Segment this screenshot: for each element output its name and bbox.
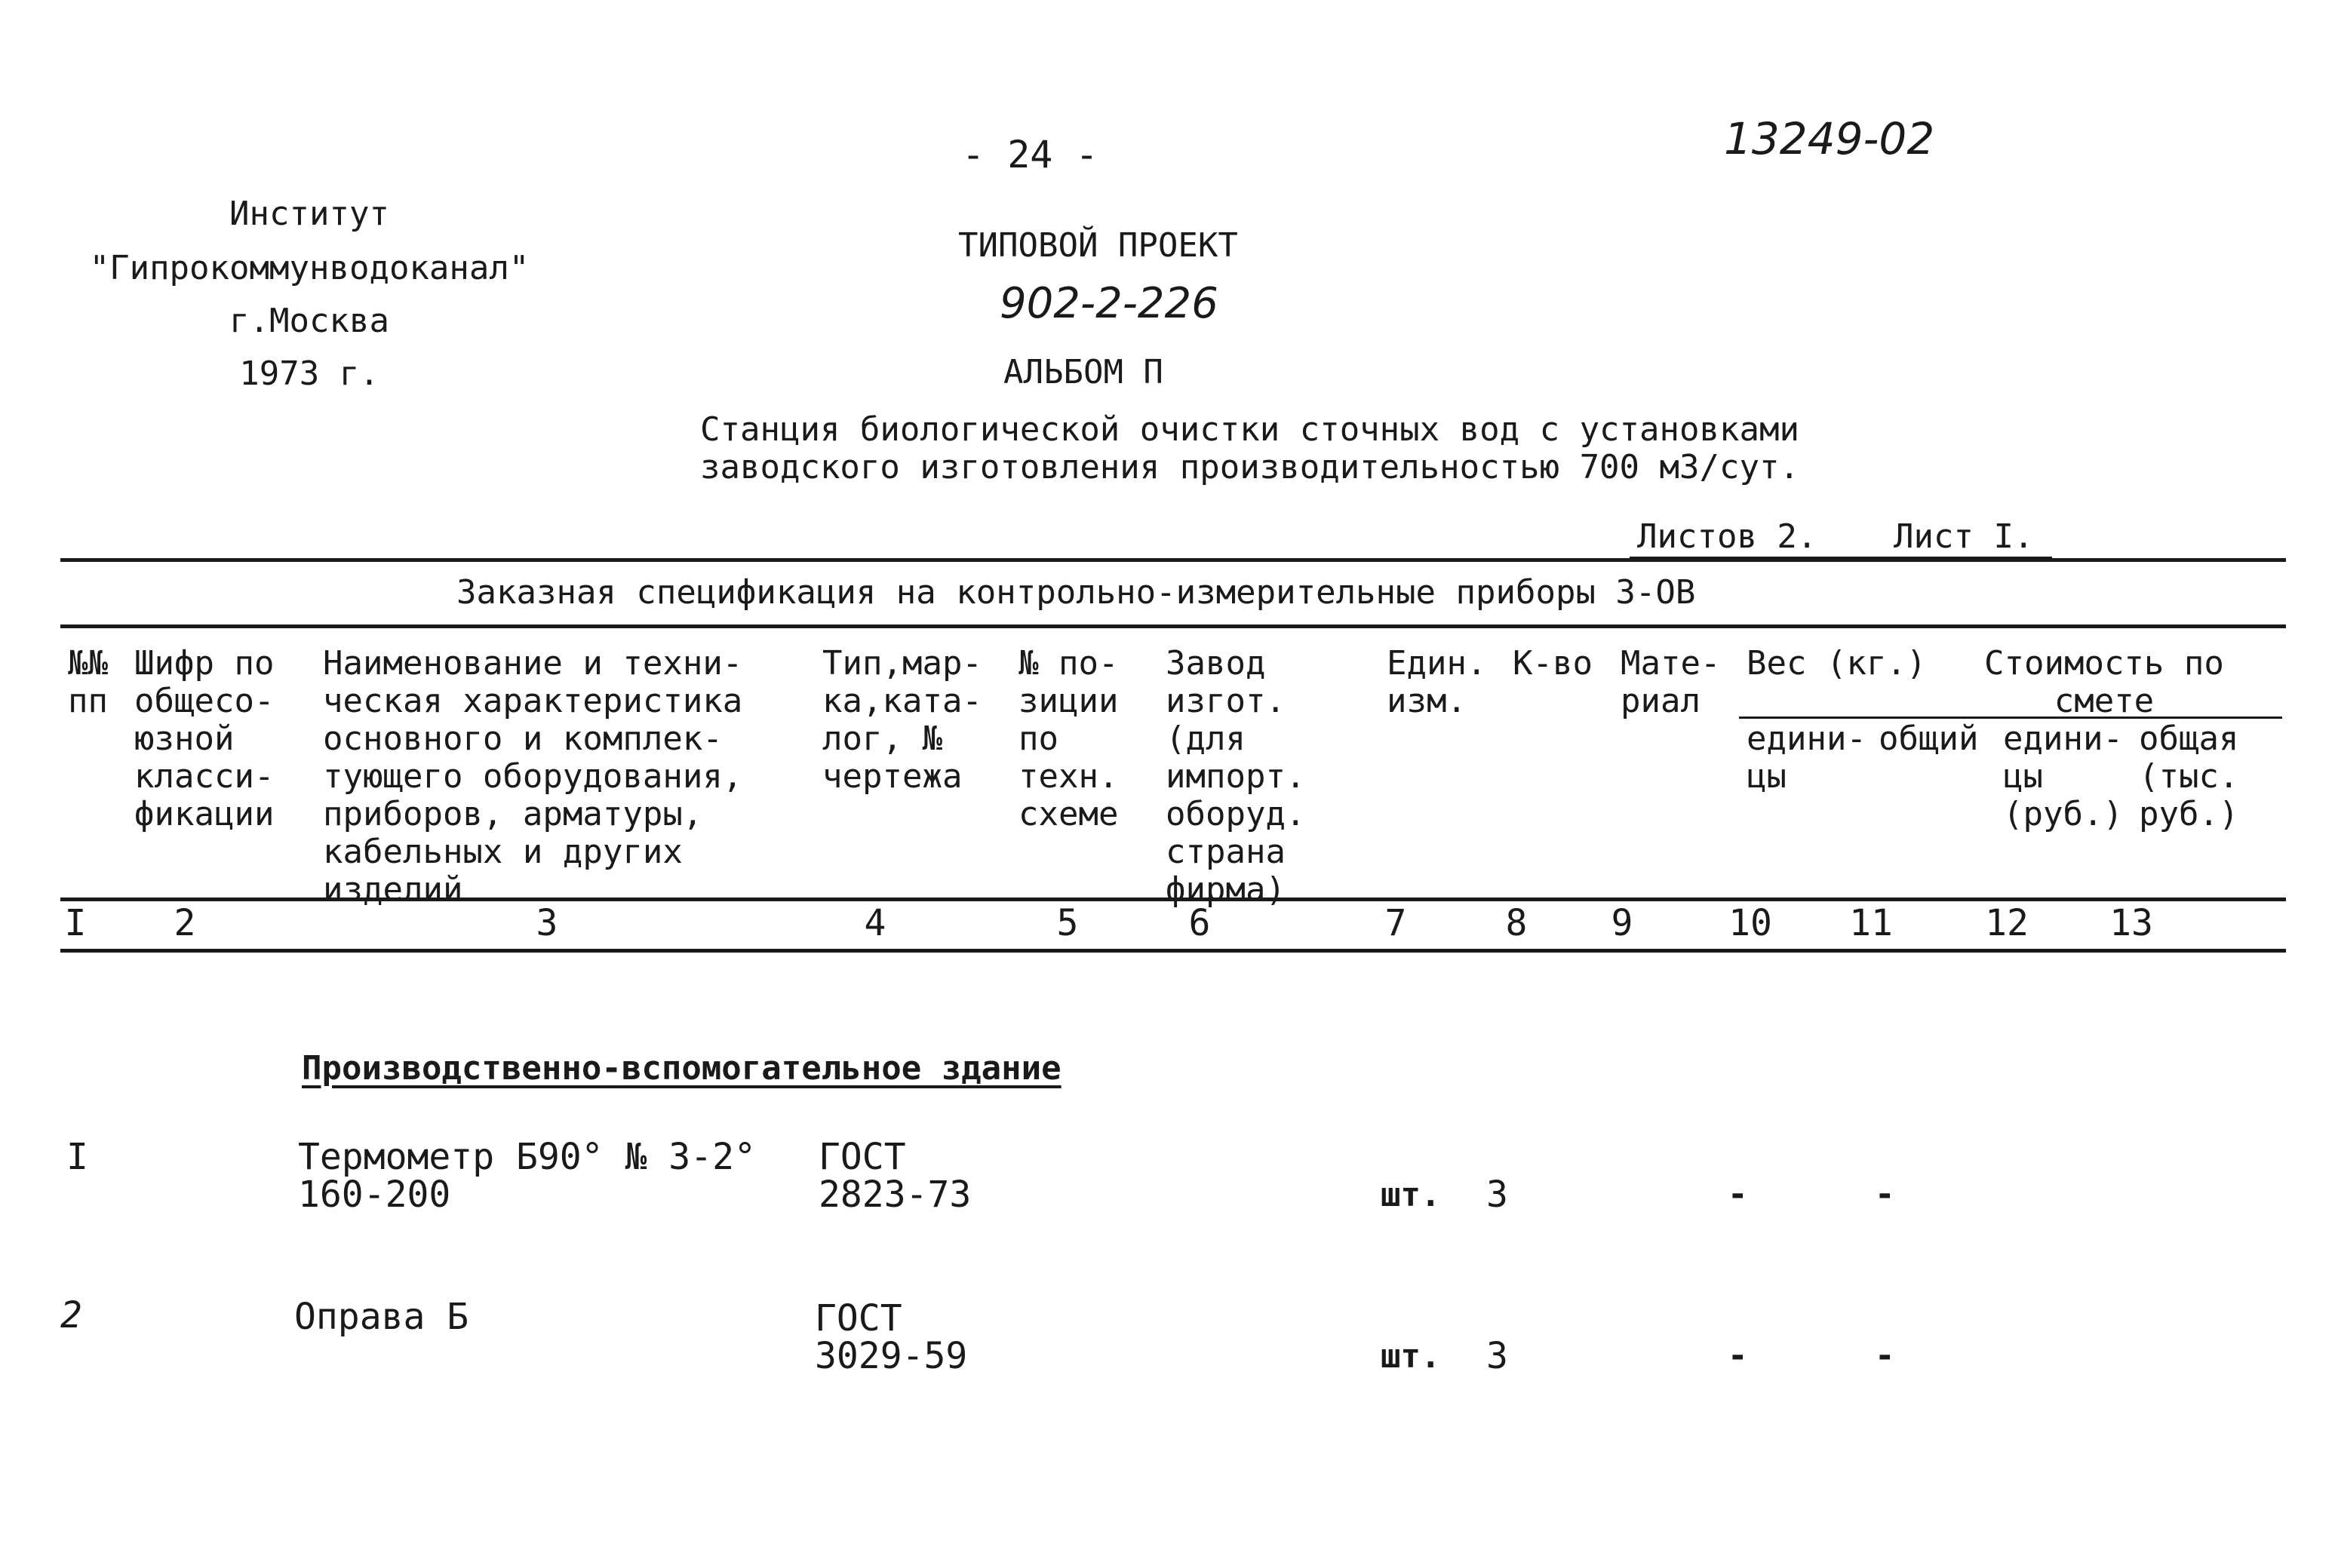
station-line-2: заводского изготовления производительностью 700 м3/сут. xyxy=(700,448,1799,486)
sheets-count: Листов 2. xyxy=(1637,517,1817,556)
col-number-9: 9 xyxy=(1611,902,1633,944)
col-header-type: Тип,мар- ка,ката- лог, № чертежа xyxy=(822,644,982,796)
col-number-1: I xyxy=(64,902,87,944)
row-2-number: 2 xyxy=(60,1294,82,1336)
col-header-no: №№ пп xyxy=(68,644,108,720)
col-header-weight-total: общий xyxy=(1879,720,1979,758)
project-number: 902-2-226 xyxy=(1000,279,1218,328)
institute-name: Институт xyxy=(229,195,389,233)
col-group-cost: Стоимость по смете xyxy=(1984,644,2224,720)
col-number-4: 4 xyxy=(864,902,886,944)
row-2-unit: шт. xyxy=(1381,1337,1441,1376)
col-number-7: 7 xyxy=(1384,902,1407,944)
col-number-13: 13 xyxy=(2109,902,2153,944)
col-header-weight-unit: едини- цы xyxy=(1747,720,1866,796)
col-header-material: Мате- риал xyxy=(1621,644,1721,720)
col-number-12: 12 xyxy=(1985,902,2029,944)
project-label: ТИПОВОЙ ПРОЕКТ xyxy=(958,226,1238,265)
page-number: - 24 - xyxy=(962,133,1098,176)
row-1-weight-unit: - xyxy=(1728,1175,1748,1214)
col-number-8: 8 xyxy=(1505,902,1528,944)
col-header-code: Шифр по общесо- юзной класси- фикации xyxy=(134,644,275,833)
col-header-unit: Един. изм. xyxy=(1387,644,1487,720)
table-title-rule xyxy=(60,624,2286,628)
row-1-qty: 3 xyxy=(1486,1174,1508,1216)
sheet-number: Лист I. xyxy=(1894,517,2034,556)
institute-city: г.Москва xyxy=(229,302,389,340)
col-header-name: Наименование и техни- ческая характеристика основного и комплек- тующего оборудования, приборов, арматуры, кабельных и других изделий xyxy=(323,644,743,909)
document-code: 13249-02 xyxy=(1724,113,1935,164)
row-1-name-line-2: 160-200 xyxy=(298,1174,451,1216)
station-line-1: Станция биологической очистки сточных вод с установками xyxy=(700,410,1799,449)
row-2-qty: 3 xyxy=(1486,1335,1508,1377)
row-1-type-line-1: ГОСТ xyxy=(819,1136,906,1178)
album-label: АЛЬБОМ П xyxy=(1003,353,1163,391)
col-header-cost-unit: едини- цы (руб.) xyxy=(2003,720,2123,833)
institute-org: "Гипрокоммунводоканал" xyxy=(89,249,530,287)
header-bottom-rule xyxy=(60,898,2286,901)
row-2-type-line-2: 3029-59 xyxy=(815,1335,968,1377)
col-number-3: 3 xyxy=(536,902,558,944)
row-1-name-line-1: Термометр Б90° № 3-2° xyxy=(298,1136,756,1178)
institute-year: 1973 г. xyxy=(239,354,379,393)
section-title: Производственно-вспомогательное здание xyxy=(302,1049,1062,1088)
row-1-type-line-2: 2823-73 xyxy=(819,1174,972,1216)
col-number-6: 6 xyxy=(1188,902,1211,944)
col-number-2: 2 xyxy=(174,902,196,944)
row-1-weight-total: - xyxy=(1875,1175,1895,1214)
row-1-unit: шт. xyxy=(1381,1176,1441,1214)
col-header-cost-total: общая (тыс. руб.) xyxy=(2139,720,2239,833)
col-header-qty: К-во xyxy=(1513,644,1593,683)
table-title: Заказная спецификация на контрольно-измерительные приборы 3-ОВ xyxy=(456,573,1696,612)
column-numbers-rule xyxy=(60,949,2286,953)
row-2-weight-unit: - xyxy=(1728,1336,1748,1375)
row-2-name-line-1: Оправа Б xyxy=(294,1296,469,1338)
row-1-number: I xyxy=(66,1136,88,1178)
col-group-weight: Вес (кг.) xyxy=(1747,644,1927,683)
row-2-weight-total: - xyxy=(1875,1336,1895,1375)
group-header-rule xyxy=(1739,716,2282,719)
col-header-position: № по- зиции по техн. схеме xyxy=(1018,644,1119,833)
table-top-rule xyxy=(60,558,2286,562)
col-number-10: 10 xyxy=(1728,902,1772,944)
col-header-factory: Завод изгот. (для импорт. оборуд. страна фирма) xyxy=(1166,644,1306,909)
col-number-11: 11 xyxy=(1849,902,1893,944)
col-number-5: 5 xyxy=(1056,902,1079,944)
row-2-type-line-1: ГОСТ xyxy=(815,1297,902,1339)
